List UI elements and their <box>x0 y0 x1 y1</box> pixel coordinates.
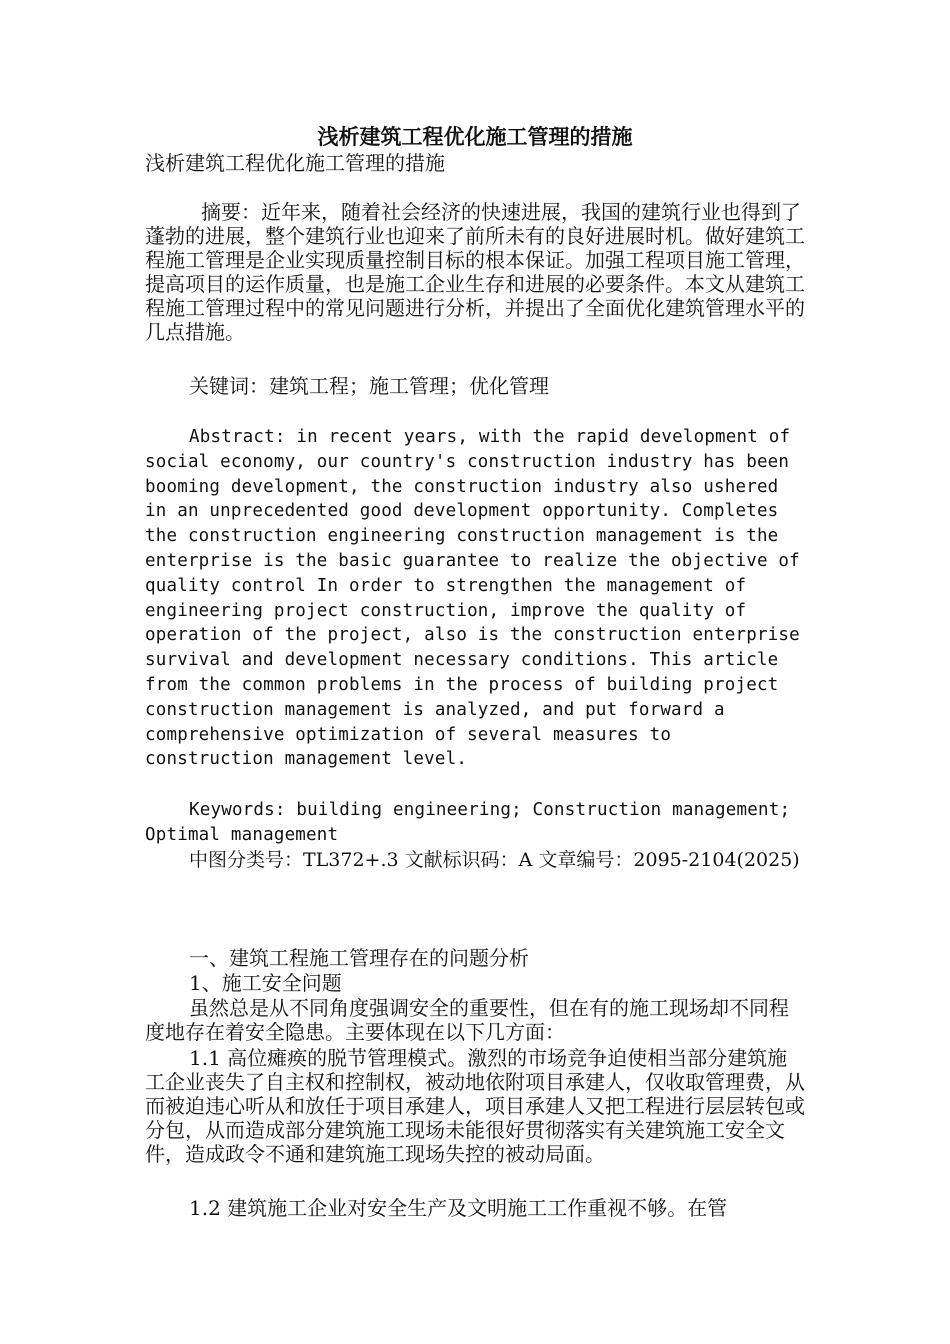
document-title: 浅析建筑工程优化施工管理的措施 <box>317 124 633 149</box>
document-subtitle: 浅析建筑工程优化施工管理的措施 <box>145 151 445 175</box>
paragraph-1-1: 1.1 高位瘫痪的脱节管理模式。激烈的市场竞争迫使相当部分建筑施工企业丧失了自主权和控制权，被动地依附项目承建人，仅收取管理费，从而被迫违心听从和放任于项目承建人，项目承建人又把工程进行层层转包或分包，从而造成部分建筑施工现场未能很好贯彻落实有关建筑施工安全文件，造成政令不通和建筑施工现场失控的被动局面。 <box>145 1046 805 1166</box>
subsection1-heading: 1、施工安全问题 <box>189 971 342 995</box>
keywords-en: Keywords: building engineering; Construction management; Optimal management <box>145 800 801 845</box>
abstract-cn: 摘要：近年来，随着社会经济的快速进展，我国的建筑行业也得到了蓬勃的进展，整个建筑行业也迎来了前所未有的良好进展时机。做好建筑工程施工管理是企业实现质量控制目标的根本保证。加强工程项目施工管理，提高项目的运作质量，也是施工企业生存和进展的必要条件。本文从建筑工程施工管理过程中的常见问题进行分析，并提出了全面优化建筑管理水平的几点措施。 <box>145 200 805 344</box>
abstract-en: Abstract: in recent years, with the rapid development of social economy, our country's construction industry has been booming development, the construction industry also ushered in an unprecedented good development opportunity. Completes the construction engineering construction management is the enterprise is the basic guarantee to realize the objective of quality control In order to strengthen the management of engineering project construction, improve the quality of operation of the project, also is the construction enterprise survival and development necessary conditions. This article from the common problems in the process of building project construction management is analyzed, and put forward a comprehensive optimization of several measures to construction management level. <box>145 427 811 770</box>
paragraph-1-2: 1.2 建筑施工企业对安全生产及文明施工工作重视不够。在管 <box>189 1196 728 1220</box>
keywords-cn: 关键词：建筑工程；施工管理；优化管理 <box>189 374 549 398</box>
paragraph-intro: 虽然总是从不同角度强调安全的重要性，但在有的施工现场却不同程度地存在着安全隐患。主要体现在以下几方面： <box>145 996 789 1044</box>
section1-heading: 一、建筑工程施工管理存在的问题分析 <box>189 946 529 970</box>
classification-line: 中图分类号：TL372+.3 文献标识码：A 文章编号：2095-2104(2025) <box>189 849 800 871</box>
